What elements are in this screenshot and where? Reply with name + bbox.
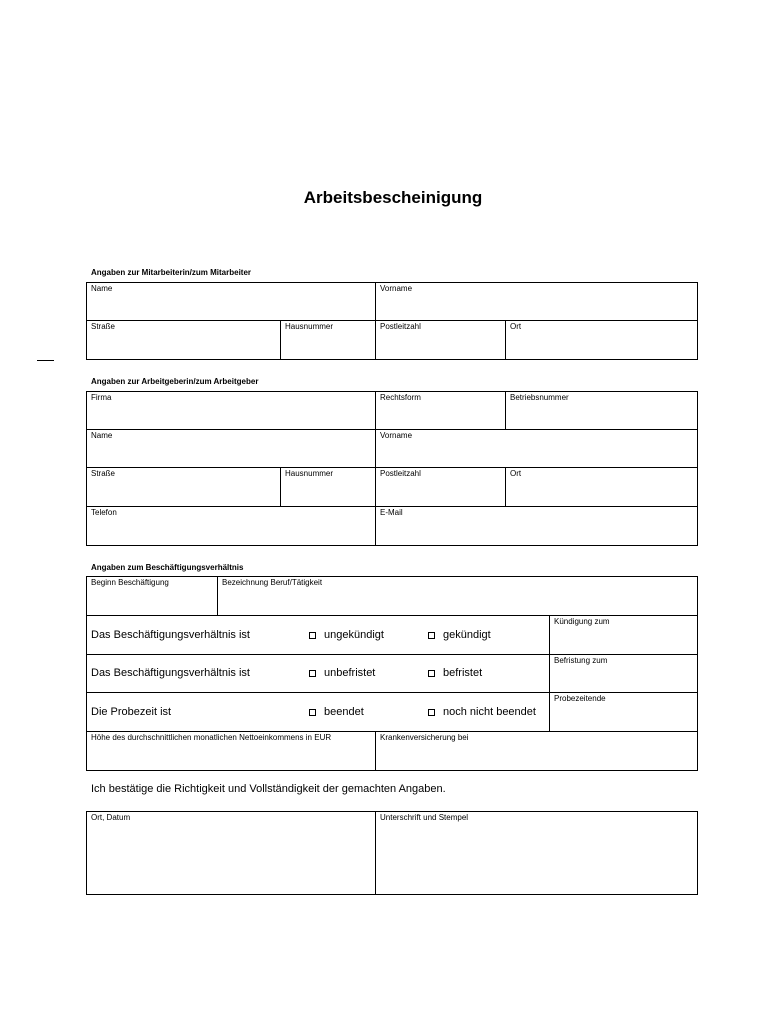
employee-plz-label: Postleitzahl — [380, 322, 421, 331]
employee-vorname-label: Vorname — [380, 284, 413, 293]
employer-telefon-field[interactable] — [86, 506, 376, 546]
employee-strasse-label: Straße — [91, 322, 116, 331]
unbefristet-label: unbefristet — [324, 667, 376, 679]
employer-section-heading: Angaben zur Arbeitgeberin/zum Arbeitgeber — [91, 377, 259, 386]
status-row-kuendigung-text: Das Beschäftigungsverhältnis ist — [91, 629, 250, 641]
beruf-field[interactable] — [217, 576, 698, 616]
employer-betriebsnummer-label: Betriebsnummer — [510, 393, 569, 402]
befristung-zum-label: Befristung zum — [554, 656, 608, 665]
gekuendigt-label: gekündigt — [443, 629, 491, 641]
beendet-label: beendet — [324, 706, 364, 718]
beruf-label: Bezeichnung Beruf/Tätigkeit — [222, 578, 323, 587]
beginn-field[interactable] — [86, 576, 218, 616]
probezeitende-field[interactable] — [549, 692, 698, 732]
employee-vorname-field[interactable] — [375, 282, 698, 321]
employee-ort-label: Ort — [510, 322, 522, 331]
status-row-probezeit — [86, 692, 550, 732]
unbefristet-checkbox[interactable] — [309, 670, 316, 677]
employer-firma-field[interactable] — [86, 391, 376, 430]
employer-firma-label: Firma — [91, 393, 112, 402]
employer-plz-label: Postleitzahl — [380, 469, 421, 478]
employee-hausnummer-field[interactable] — [280, 320, 376, 360]
employer-hausnummer-label: Hausnummer — [285, 469, 334, 478]
status-row-befristung — [86, 654, 550, 693]
page-title: Arbeitsbescheinigung — [303, 188, 483, 207]
employer-ort-field[interactable] — [505, 467, 698, 507]
employee-name-field[interactable] — [86, 282, 376, 321]
employee-name-label: Name — [91, 284, 113, 293]
beginn-label: Beginn Beschäftigung — [91, 578, 169, 587]
employer-email-field[interactable] — [375, 506, 698, 546]
employer-vorname-label: Vorname — [380, 431, 413, 440]
employer-email-label: E-Mail — [380, 508, 403, 517]
employer-strasse-field[interactable] — [86, 467, 281, 507]
employer-strasse-label: Straße — [91, 469, 116, 478]
nicht-beendet-checkbox[interactable] — [428, 709, 435, 716]
confirmation-text: Ich bestätige die Richtigkeit und Vollständigkeit der gemachten Angaben. — [91, 783, 446, 795]
employer-hausnummer-field[interactable] — [280, 467, 376, 507]
employer-name-field[interactable] — [86, 429, 376, 468]
ungekuendigt-label: ungekündigt — [324, 629, 384, 641]
employer-betriebsnummer-field[interactable] — [505, 391, 698, 430]
employee-strasse-field[interactable] — [86, 320, 281, 360]
krankenversicherung-label: Krankenversicherung bei — [380, 733, 469, 742]
status-row-probezeit-text: Die Probezeit ist — [91, 706, 172, 718]
ungekuendigt-checkbox[interactable] — [309, 632, 316, 639]
ort-datum-label: Ort, Datum — [91, 813, 131, 822]
ort-datum-field[interactable] — [86, 811, 376, 895]
beendet-checkbox[interactable] — [309, 709, 316, 716]
employee-section-heading: Angaben zur Mitarbeiterin/zum Mitarbeiter — [91, 268, 252, 277]
unterschrift-field[interactable] — [375, 811, 698, 895]
einkommen-label: Höhe des durchschnittlichen monatlichen Nettoeinkommens in EUR — [91, 733, 332, 742]
krankenversicherung-field[interactable] — [375, 731, 698, 771]
margin-mark — [37, 360, 54, 361]
employer-rechtsform-field[interactable] — [375, 391, 506, 430]
nicht-beendet-label: noch nicht beendet — [443, 706, 536, 718]
employer-name-label: Name — [91, 431, 113, 440]
befristung-zum-field[interactable] — [549, 654, 698, 693]
employer-telefon-label: Telefon — [91, 508, 117, 517]
employee-ort-field[interactable] — [505, 320, 698, 360]
employee-hausnummer-label: Hausnummer — [285, 322, 334, 331]
kuendigung-zum-field[interactable] — [549, 615, 698, 655]
befristet-label: befristet — [443, 667, 483, 679]
employee-plz-field[interactable] — [375, 320, 506, 360]
employment-section-heading: Angaben zum Beschäftigungsverhältnis — [91, 563, 244, 572]
status-row-kuendigung — [86, 615, 550, 655]
einkommen-field[interactable] — [86, 731, 376, 771]
employer-ort-label: Ort — [510, 469, 522, 478]
employer-rechtsform-label: Rechtsform — [380, 393, 421, 402]
gekuendigt-checkbox[interactable] — [428, 632, 435, 639]
status-row-befristung-text: Das Beschäftigungsverhältnis ist — [91, 667, 250, 679]
probezeitende-label: Probezeitende — [554, 694, 606, 703]
employer-plz-field[interactable] — [375, 467, 506, 507]
befristet-checkbox[interactable] — [428, 670, 435, 677]
unterschrift-label: Unterschrift und Stempel — [380, 813, 469, 822]
employer-vorname-field[interactable] — [375, 429, 698, 468]
kuendigung-zum-label: Kündigung zum — [554, 617, 610, 626]
